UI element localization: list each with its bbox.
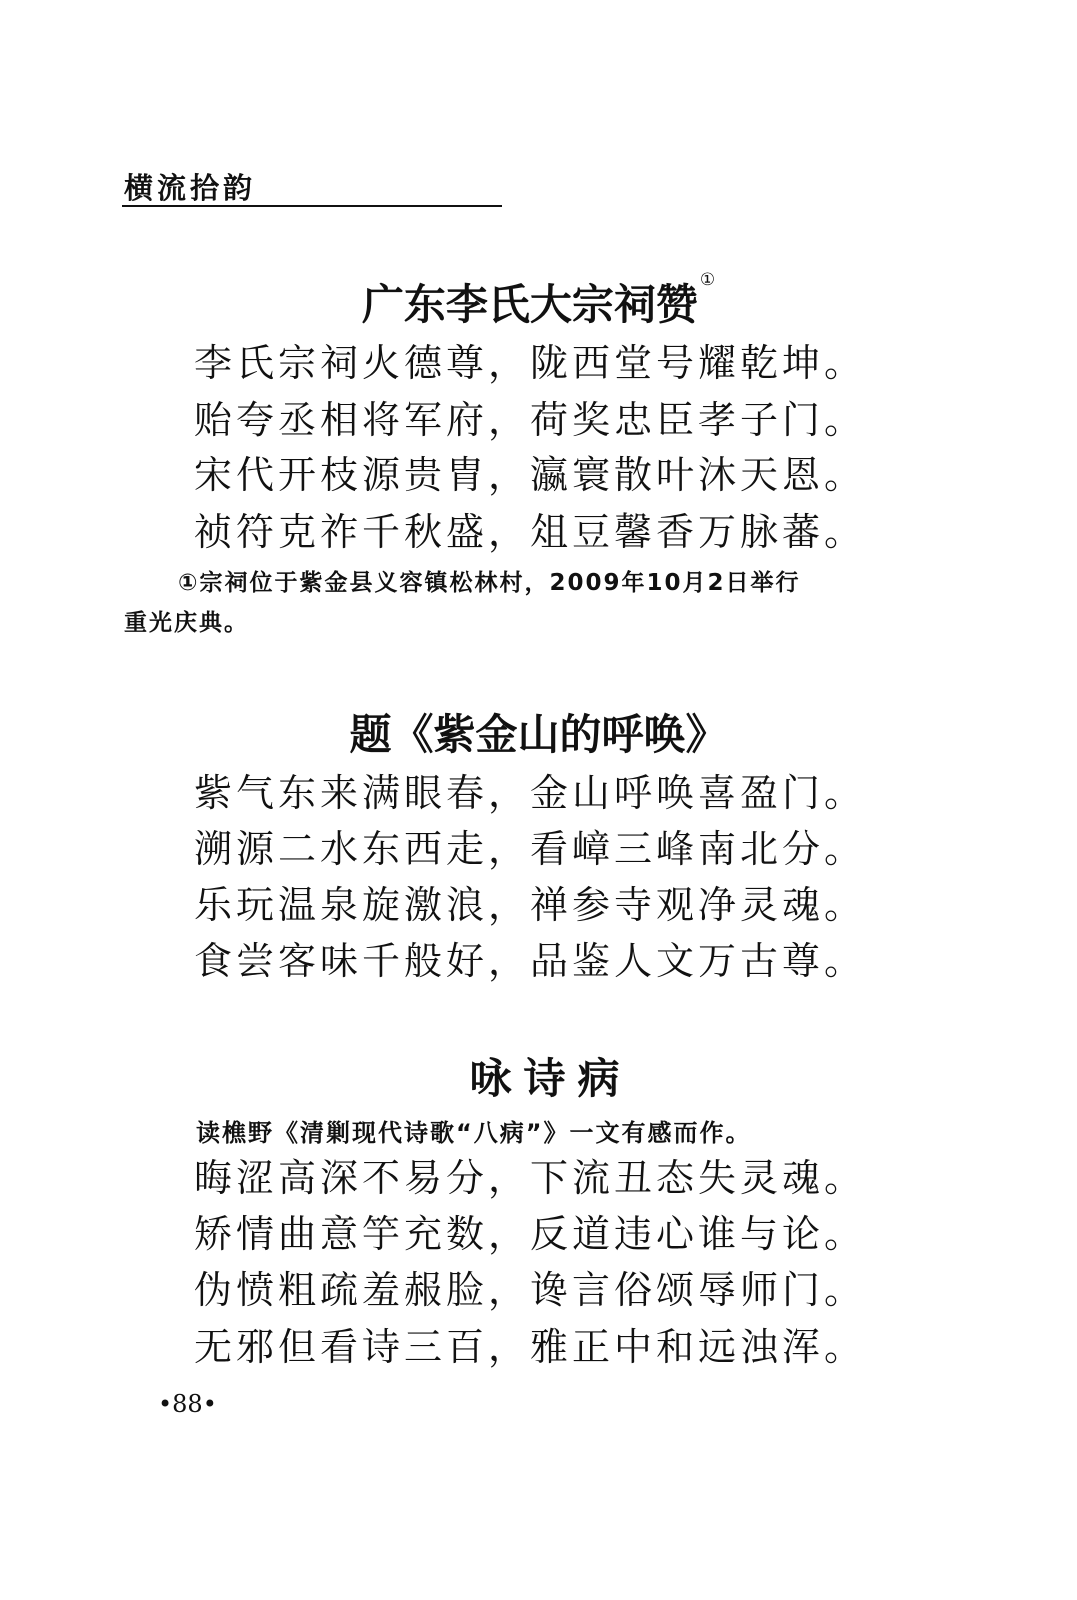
poem-title-1	[0, 272, 1077, 332]
running-head: 横流拾韵	[124, 171, 257, 205]
poem-2-line-3: 乐玩温泉旋激浪，禅参寺观净灵魂。	[194, 883, 867, 927]
header-rule	[122, 205, 502, 207]
poem-title-2: 题《紫金山的呼唤》	[349, 710, 728, 759]
poem-1-line-1: 李氏宗祠火德尊，陇西堂号耀乾坤。	[194, 341, 867, 385]
poem-3-line-4: 无邪但看诗三百，雅正中和远浊浑。	[194, 1325, 867, 1369]
poem-2-line-2: 溯源二水东西走，看嶂三峰南北分。	[194, 827, 867, 871]
poem-3-line-3: 伪愤粗疏羞赧脸，谗言俗颂辱师门。	[194, 1268, 867, 1312]
poem-2-line-4: 食尝客味千般好，品鉴人文万古尊。	[194, 939, 867, 983]
poem-2-line-1: 紫气东来满眼春，金山呼唤喜盈门。	[194, 771, 867, 815]
footnote-marker: ①	[699, 270, 716, 290]
poem-1-line-4: 祯符克祚千秋盛，俎豆馨香万脉蕃。	[194, 510, 867, 554]
footnote-line-2: 重光庆典。	[124, 610, 249, 636]
poem-title-1-text: 广东李氏大宗祠赞	[361, 280, 698, 329]
poem-3-line-2: 矫情曲意竽充数，反道违心谁与论。	[194, 1212, 867, 1256]
page-number: •88•	[158, 1390, 217, 1418]
poem-3-line-1: 晦涩高深不易分，下流丑态失灵魂。	[194, 1156, 867, 1200]
poem-1-line-3: 宋代开枝源贵胄，瀛寰散叶沐天恩。	[194, 453, 867, 497]
poem-title-3: 咏诗病	[469, 1054, 632, 1103]
poem-1-line-2: 贻夸丞相将军府，荷奖忠臣孝子门。	[194, 398, 867, 442]
poem-3-intro: 读樵野《清剿现代诗歌“八病”》一文有感而作。	[196, 1119, 752, 1147]
footnote-line-1: ①宗祠位于紫金县义容镇松林村，2009年10月2日举行	[178, 570, 801, 596]
